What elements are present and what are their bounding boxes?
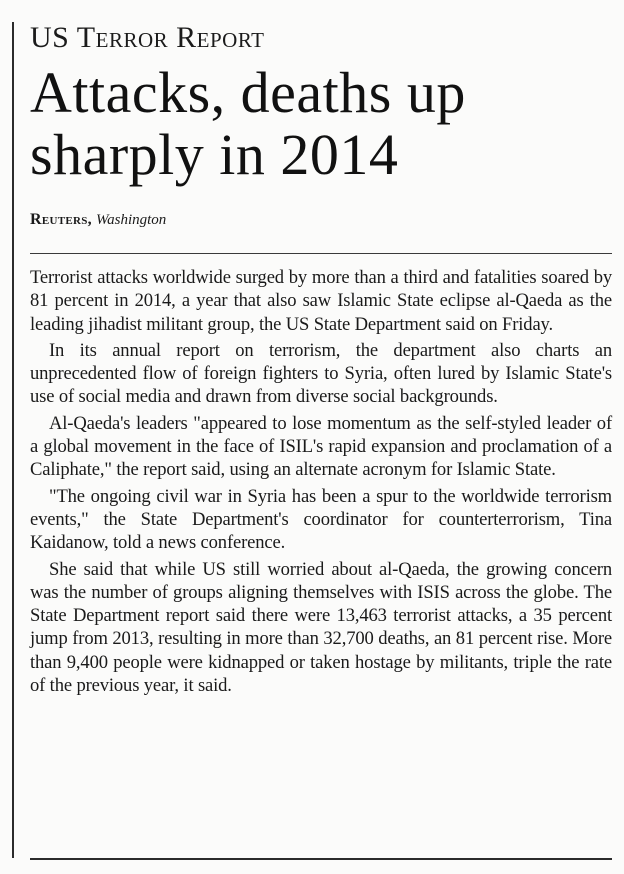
byline-dateline: Washington [95, 212, 167, 228]
article [30, 20, 612, 697]
byline [30, 210, 612, 230]
paragraph-2: In its annual report on terrorism, the department also charts an unprecedented flow of foreign fighters to Syria, often lured by Islamic State's use of social media and drawn from diverse social backgrounds. [30, 339, 612, 408]
bottom-divider [30, 858, 612, 860]
byline-agency: Reuters, [30, 211, 92, 228]
headline-line-2: sharply in 2014 [30, 122, 399, 187]
paragraph-4: "The ongoing civil war in Syria has been a spur to the worldwide terrorism events," the State Department's coordinator for counterterrorism, Tina Kaidanow, told a news conference. [30, 485, 612, 554]
kicker: US Terror Report [30, 21, 265, 54]
headline [30, 62, 612, 186]
paragraph-3: Al-Qaeda's leaders "appeared to lose momentum as the self-styled leader of a global movement in the face of ISIL's rapid expansion and proclamation of a Caliphate," the report said, using an alternate acronym for Islamic State. [30, 412, 612, 481]
paragraph-5: She said that while US still worried about al-Qaeda, the growing concern was the number of groups aligning themselves with ISIS across the globe. The State Department report said there were 13,463 terrorist attacks, a 35 percent jump from 2013, resulting in more than 32,700 deaths, an 81 percent rise. More than 9,400 people were kidnapped or taken hostage by militants, triple the rate of the previous year, it said. [30, 558, 612, 697]
article-body [30, 266, 612, 700]
headline-line-1: Attacks, deaths up [30, 60, 466, 125]
left-column-rule [12, 22, 14, 858]
paragraph-1: Terrorist attacks worldwide surged by more than a third and fatalities soared by 81 percent in 2014, a year that also saw Islamic State eclipse al-Qaeda as the leading jihadist militant group, the US State Department said on Friday. [30, 267, 612, 335]
byline-divider [30, 253, 612, 254]
